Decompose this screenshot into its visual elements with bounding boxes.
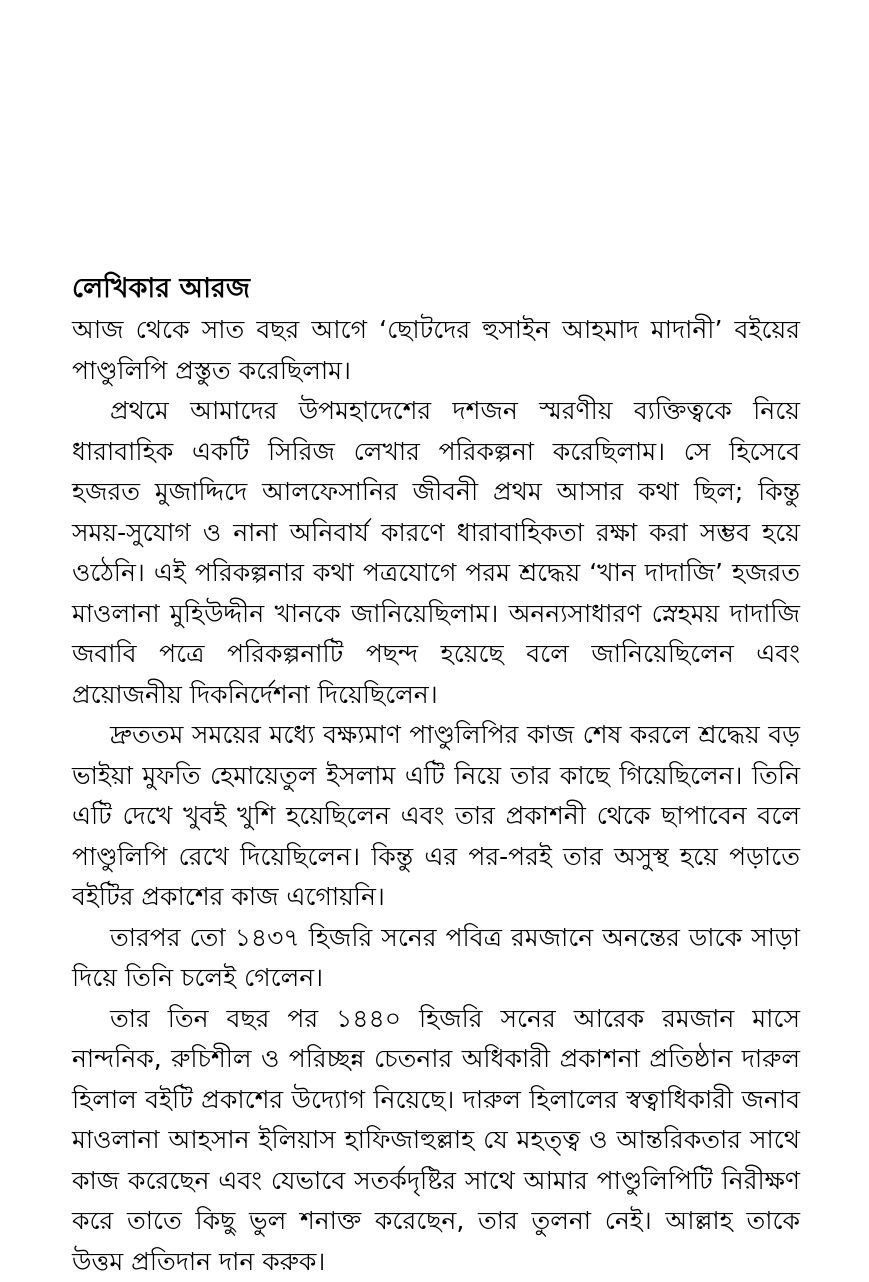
paragraph-2: প্রথমে আমাদের উপমহাদেশের দশজন স্মরণীয় ব্যক্তিত্বকে নিয়ে ধারাবাহিক একটি সিরিজ লেখার পরিকল্পনা করেছিলাম। সে হিসেবে হজরত মুজাদ্দিদে আলফেসানির জীবনী প্রথম আসার কথা ছিল; কিন্তু সময়-সুযোগ ও নানা অনিবার্য কারণে ধারাবাহিকতা রক্ষা করা সম্ভব হয়ে ওঠেনি। এই পরিকল্পনার কথা পত্রযোগে পরম শ্রদ্ধেয় ‘খান দাদাজি’ হজরত মাওলানা মুহিউদ্দীন খানকে জানিয়েছিলাম। অনন্যসাধারণ স্নেহময় দাদাজি জবাবি পত্রে পরিকল্পনাটি পছন্দ হয়েছে বলে জানিয়েছিলেন এবং প্রয়োজনীয় দিকনির্দেশনা দিয়েছিলেন। — [72, 391, 800, 715]
paragraph-1: আজ থেকে সাত বছর আগে ‘ছোটদের হুসাইন আহমাদ মাদানী’ বইয়ের পাণ্ডুলিপি প্রস্তুত করেছিলাম। — [72, 310, 800, 391]
paragraph-4: তারপর তো ১৪৩৭ হিজরি সনের পবিত্র রমজানে অনন্তের ডাকে সাড়া দিয়ে তিনি চলেই গেলেন। — [72, 918, 800, 999]
paragraph-5: তার তিন বছর পর ১৪৪০ হিজরি সনের আরেক রমজান মাসে নান্দনিক, রুচিশীল ও পরিচ্ছন্ন চেতনার অধিকারী প্রকাশনা প্রতিষ্ঠান দারুল হিলাল বইটি প্রকাশের উদ্যোগ নিয়েছে। দারুল হিলালের স্বত্বাধিকারী জনাব মাওলানা আহসান ইলিয়াস হাফিজাহুল্লাহ যে মহত্ত্ব ও আন্তরিকতার সাথে কাজ করেছেন এবং যেভাবে সতর্কদৃষ্টির সাথে আমার পাণ্ডুলিপিটি নিরীক্ষণ করে তাতে কিছু ভুল শনাক্ত করেছেন, তার তুলনা নেই। আল্লাহ তাকে উত্তম প্রতিদান দান করুক। — [72, 999, 800, 1282]
paragraph-3: দ্রুততম সময়ের মধ্যে বক্ষ্যমাণ পাণ্ডুলিপির কাজ শেষ করলে শ্রদ্ধেয় বড় ভাইয়া মুফতি হেমায়েতুল ইসলাম এটি নিয়ে তার কাছে গিয়েছিলেন। তিনি এটি দেখে খুবই খুশি হয়েছিলেন এবং তার প্রকাশনী থেকে ছাপাবেন বলে পাণ্ডুলিপি রেখে দিয়েছিলেন। কিন্তু এর পর-পরই তার অসুস্থ হয়ে পড়াতে বইটির প্রকাশের কাজ এগোয়নি। — [72, 715, 800, 918]
page-body — [72, 268, 800, 1282]
section-heading: লেখিকার আরজ — [72, 268, 800, 310]
